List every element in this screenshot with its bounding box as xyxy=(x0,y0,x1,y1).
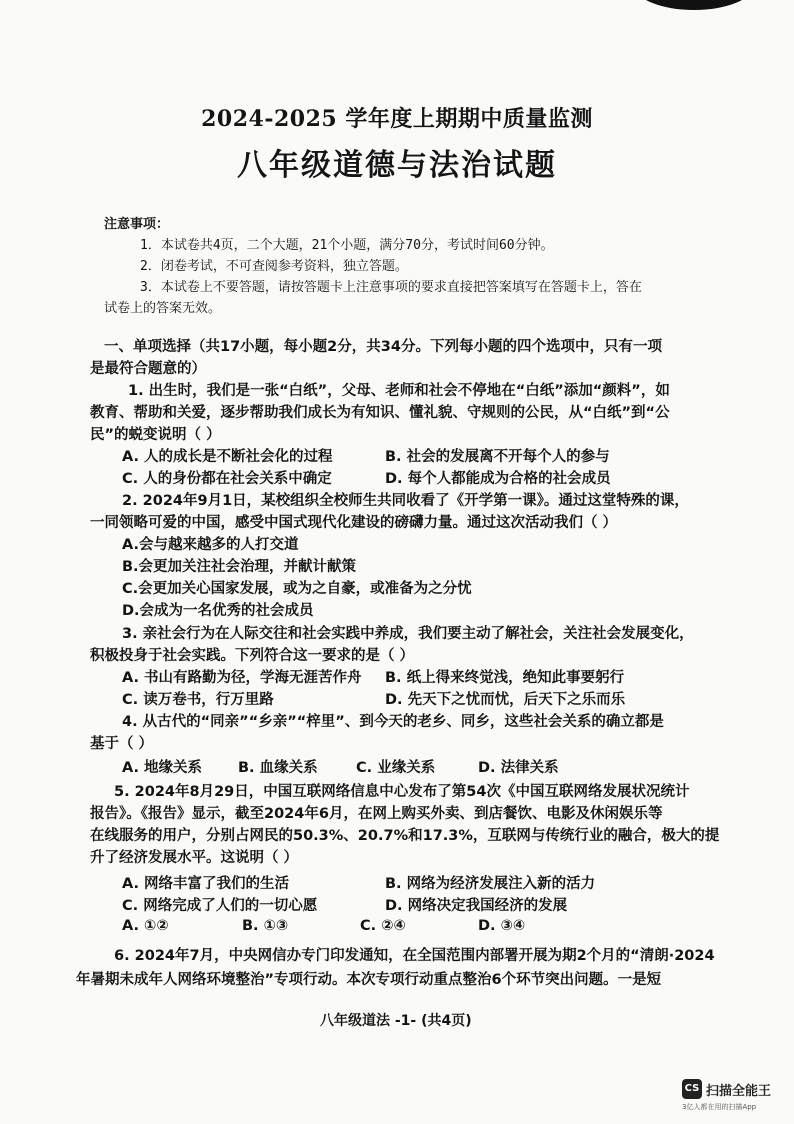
question-2-option-b: B.会更加关注社会治理，并献计献策 xyxy=(122,559,357,575)
question-6-line-1: 6. 2024年7月，中央网信办专门印发通知，在全国范围内部署开展为期2个月的“清朗·2024 xyxy=(114,948,715,964)
notice-heading: 注意事项： xyxy=(104,217,170,232)
question-5-statement-4: D. 网络决定我国经济的发展 xyxy=(385,898,568,914)
question-5-option-d: D. ③④ xyxy=(478,918,526,934)
question-4-option-b: B. 血缘关系 xyxy=(238,760,318,776)
question-1-option-a: A. 人的成长是不断社会化的过程 xyxy=(122,449,333,465)
watermark-subtext: 3亿人都在用的扫描App xyxy=(682,1103,757,1111)
question-4-line-1: 4. 从古代的“同亲”“乡亲”“梓里”、到今天的老乡、同乡，这些社会关系的确立都是 xyxy=(122,714,664,730)
question-2-line-1: 2. 2024年9月1日，某校组织全校师生共同收看了《开学第一课》。通过这堂特殊的课， xyxy=(122,493,689,509)
page-footer: 八年级道法 -1- (共4页) xyxy=(320,1013,472,1029)
question-5-statement-1: A. 网络丰富了我们的生活 xyxy=(122,876,290,892)
question-3-option-b: B. 纸上得来终觉浅，绝知此事要躬行 xyxy=(385,670,625,686)
question-5-statement-3: C. 网络完成了人们的一切心愿 xyxy=(122,898,318,914)
question-1-line-1: 1. 出生时，我们是一张“白纸”，父母、老师和社会不停地在“白纸”添加“颜料”，如 xyxy=(128,383,670,399)
question-5-line-3: 在线服务的用户，分别占网民的50.3%、20.7%和17.3%，互联网与传统行业的融合，极大的提 xyxy=(90,828,720,844)
question-1-line-3: 民”的蜕变说明（ ） xyxy=(90,427,221,443)
question-3-option-c: C. 读万卷书，行万里路 xyxy=(122,692,274,708)
notice-line-1: 1．本试卷共4页，二个大题，21个小题，满分70分，考试时间60分钟。 xyxy=(140,238,554,253)
scan-shadow xyxy=(634,0,754,10)
question-6-line-2: 年暑期未成年人网络环境整治”专项行动。本次专项行动重点整治6个环节突出问题。一是短 xyxy=(76,972,662,988)
question-5-line-1: 5. 2024年8月29日，中国互联网络信息中心发布了第54次《中国互联网络发展状况统计 xyxy=(114,784,690,800)
question-2-option-c: C.会更加关心国家发展，或为之自豪，或准备为之分忧 xyxy=(122,581,472,597)
question-4-line-2: 基于（ ） xyxy=(90,736,154,752)
question-5-line-2: 报告》。《报告》显示，截至2024年6月，在网上购买外卖、到店餐饮、电影及休闲娱乐等 xyxy=(90,806,663,822)
question-5-option-a: A. ①② xyxy=(122,918,169,934)
notice-line-2: 2．闭卷考试，不可查阅参考资料，独立答题。 xyxy=(140,259,408,274)
question-5-line-4: 升了经济发展水平。这说明（ ） xyxy=(90,850,299,866)
question-2-option-a: A.会与越来越多的人打交道 xyxy=(122,537,299,553)
question-5-option-c: C. ②④ xyxy=(360,918,406,934)
question-4-option-d: D. 法律关系 xyxy=(478,760,559,776)
question-1-option-c: C. 人的身份都在社会关系中确定 xyxy=(122,471,332,487)
question-1-option-b: B. 社会的发展离不开每个人的参与 xyxy=(385,449,610,465)
exam-subtitle: 八年级道德与法治试题 xyxy=(237,148,557,183)
question-1-option-d: D. 每个人都能成为合格的社会成员 xyxy=(385,471,611,487)
question-4-option-a: A. 地缘关系 xyxy=(122,760,203,776)
question-3-option-a: A. 书山有路勤为径，学海无涯苦作舟 xyxy=(122,670,362,686)
question-5-option-b: B. ①③ xyxy=(242,918,289,934)
camscanner-logo: CS xyxy=(682,1079,702,1099)
question-3-option-d: D. 先天下之忧而忧，后天下之乐而乐 xyxy=(385,692,626,708)
question-5-statement-2: B. 网络为经济发展注入新的活力 xyxy=(385,876,596,892)
section-heading: 一、单项选择（共17小题，每小题2分，共34分。下列每小题的四个选项中，只有一项 xyxy=(104,339,662,355)
question-3-line-2: 积极投身于社会实践。下列符合这一要求的是（ ） xyxy=(90,648,415,664)
notice-line-3a: 3．本试卷上不要答题，请按答题卡上注意事项的要求直接把答案填写在答题卡上，答在 xyxy=(140,280,642,295)
question-4-option-c: C. 业缘关系 xyxy=(356,760,436,776)
watermark-text: 扫描全能王 xyxy=(706,1084,772,1099)
question-2-option-d: D.会成为一名优秀的社会成员 xyxy=(122,603,314,619)
section-heading-cont: 是最符合题意的） xyxy=(90,361,206,377)
exam-title: 2024-2025 学年度上期期中质量监测 xyxy=(201,106,593,132)
question-3-line-1: 3. 亲社会行为在人际交往和社会实践中养成，我们要主动了解社会，关注社会发展变化， xyxy=(122,626,694,642)
question-1-line-2: 教育、帮助和关爱，逐步帮助我们成长为有知识、懂礼貌、守规则的公民，从“白纸”到“公 xyxy=(90,405,670,421)
notice-line-3b: 试卷上的答案无效。 xyxy=(104,301,222,316)
question-2-line-2: 一同领略可爱的中国，感受中国式现代化建设的磅礴力量。通过这次活动我们（ ） xyxy=(90,515,618,531)
